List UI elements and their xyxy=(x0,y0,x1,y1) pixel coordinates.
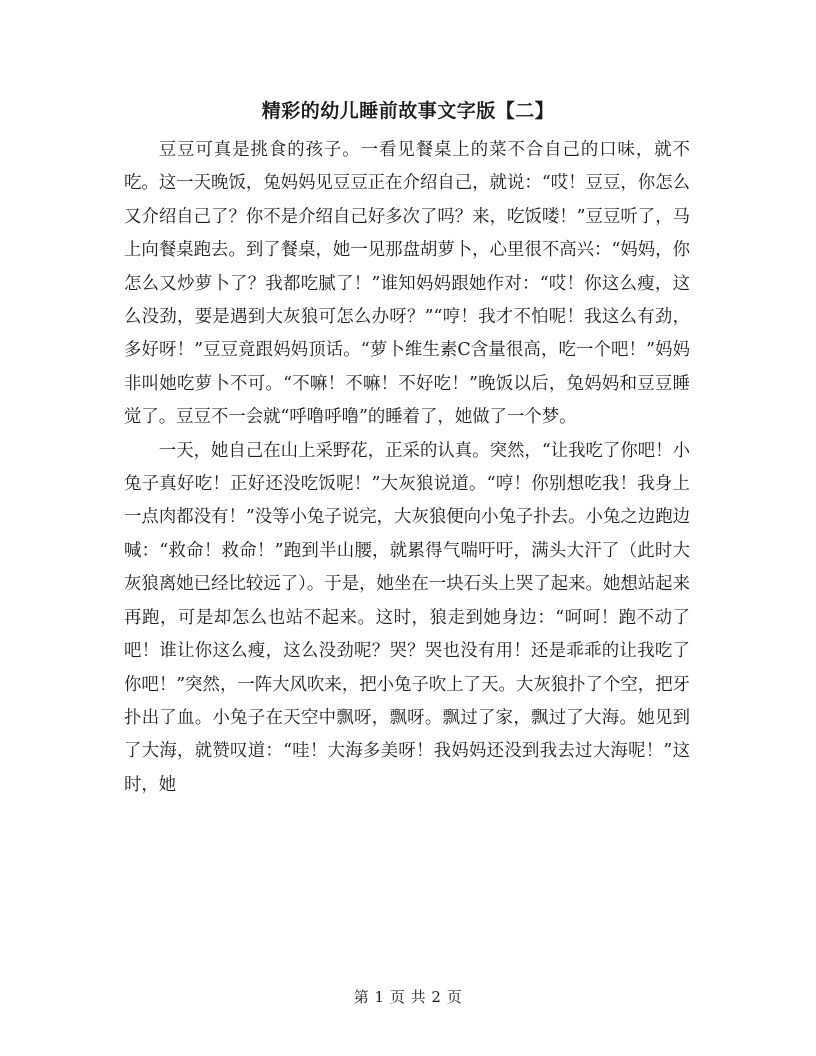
paragraph-1: 豆豆可真是挑食的孩子。一看见餐桌上的菜不合自己的口味，就不吃。这一天晚饭，兔妈妈见豆豆正在介绍自己，就说：“哎！豆豆，你怎么又介绍自己了？你不是介绍自己好多次了吗？来，吃饭喽！”豆豆听了，马上向餐桌跑去。到了餐桌，她一见那盘胡萝卜，心里很不高兴：“妈妈，你怎么又炒萝卜了？我都吃腻了！”谁知妈妈跟她作对：“哎！你这么瘦，这么没劲，要是遇到大灰狼可怎么办呀？”“哼！我才不怕呢！我这么有劲，多好呀！”豆豆竟跟妈妈顶话。“萝卜维生素C含量很高，吃一个吧！”妈妈非叫她吃萝卜不可。“不嘛！不嘛！不好吃！”晚饭以后，兔妈妈和豆豆睡觉了。豆豆不一会就“呼噜呼噜”的睡着了，她做了一个梦。 xyxy=(124,140,690,428)
page-footer: 第 1 页 共 2 页 xyxy=(353,988,463,1006)
paragraph-2: 一天，她自己在山上采野花，正采的认真。突然，“让我吃了你吧！小兔子真好吃！正好还没吃饭呢！”大灰狼说道。“哼！你别想吃我！我身上一点肉都没有！”没等小兔子说完，大灰狼便向小兔子扑去。小兔之边跑边喊：“救命！救命！”跑到半山腰，就累得气喘吁吁，满头大汗了（此时大灰狼离她已经比较远了）。于是，她坐在一块石头上哭了起来。她想站起来再跑，可是却怎么也站不起来。这时，狼走到她身边：“呵呵！跑不动了吧！谁让你这么瘦，这么没劲呢？哭？哭也没有用！还是乖乖的让我吃了你吧！”突然，一阵大风吹来，把小兔子吹上了天。大灰狼扑了个空，把牙扑出了血。小兔子在天空中飘呀，飘呀。飘过了家，飘过了大海。她见到了大海，就赞叹道：“哇！大海多美呀！我妈妈还没到我去过大海呢！”这时，她 xyxy=(124,440,690,795)
document-body xyxy=(124,134,690,802)
document-title: 精彩的幼儿睡前故事文字版【二】 xyxy=(261,100,555,122)
